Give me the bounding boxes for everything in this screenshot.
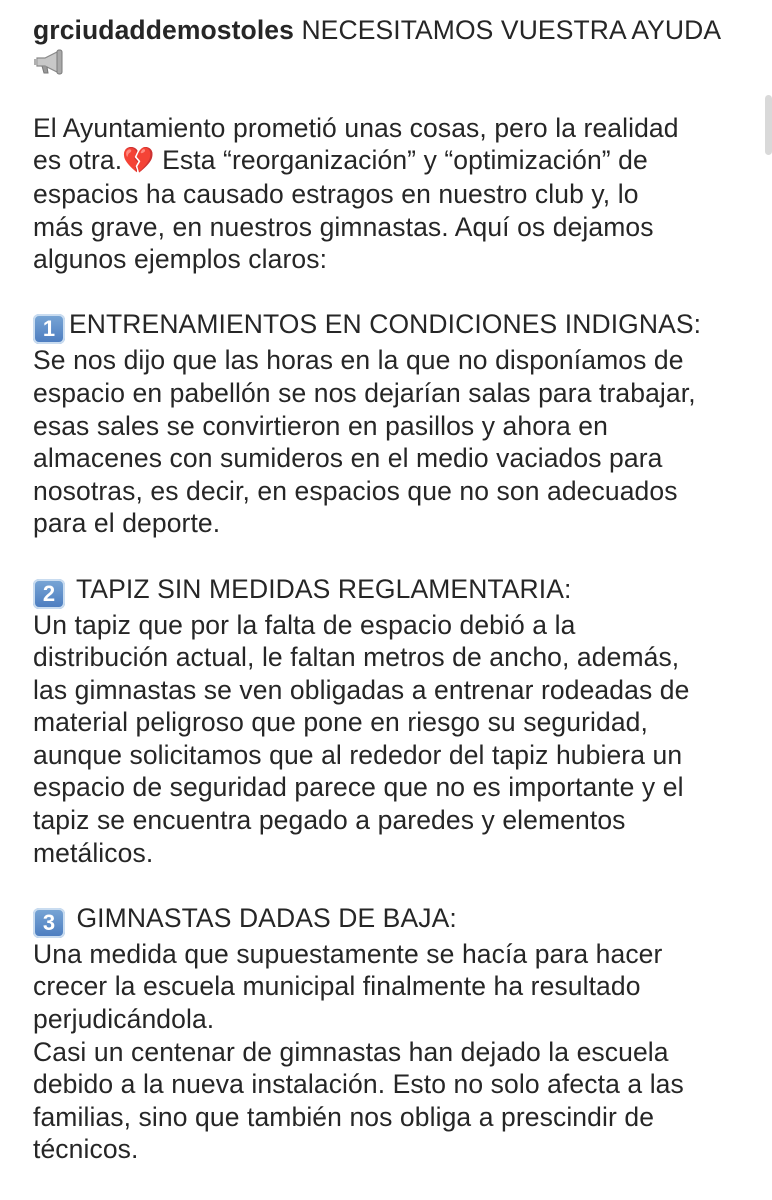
section-1-line: almacenes con sumideros en el medio vaciados para [33,443,663,474]
section-2-line: espacio de seguridad parece que no es importante y el [33,772,684,803]
section-2-line: material peligroso que pone en riesgo su seguridad, [33,707,648,738]
post-caption [33,14,748,1166]
username-link[interactable]: grciudaddemostoles [33,15,294,45]
section-3-title-line [33,902,748,938]
section-1-line: Se nos dijo que las horas en la que no disponíamos de [33,345,684,376]
section-3-line: familias, sino que también nos obliga a prescindir de [33,1101,655,1132]
keycap-2-icon: 2 [33,579,65,609]
intro-fragment: es otra. [33,145,123,176]
intro-line: más grave, en nuestros gimnastas. Aquí os dejamos [33,211,654,242]
megaphone-line [33,47,748,80]
section-3-line: debido a la nueva instalación. Esto no solo afecta a las [33,1069,684,1100]
keycap-3-icon: 3 [33,908,65,938]
keycap-1-icon: 1 [33,314,65,344]
section-1-line: esas sales se convirtieron en pasillos y ahora en [33,410,608,441]
section-1-line: espacio en pabellón se nos dejarían salas para trabajar, [33,377,696,408]
headline-text: NECESITAMOS VUESTRA AYUDA [301,15,722,45]
section-1-line: para el deporte. [33,508,221,539]
section-2-line: Un tapiz que por la falta de espacio debió a la [33,609,576,640]
section-2-line: tapiz se encuentra pegado a paredes y elementos [33,805,626,836]
section-3-line: Una medida que supuestamente se hacía para hacer [33,938,663,969]
intro-fragment: Esta “reorganización” y “optimización” de [154,145,648,176]
broken-heart-icon: 💔 [122,146,155,177]
section-3-line: técnicos. [33,1134,139,1165]
section-1-title-line [33,308,748,344]
section-2-line: aunque solicitamos que al rededor del tapiz hubiera un [33,739,683,770]
megaphone-icon [33,49,69,75]
section-2-line: las gimnastas se ven obligadas a entrenar rodeadas de [33,674,690,705]
caption-header-line [33,14,748,47]
intro-line: espacios ha causado estragos en nuestro club y, lo [33,178,639,209]
section-3-line: Casi un centenar de gimnastas han dejado la escuela [33,1036,669,1067]
intro-line: El Ayuntamiento prometió unas cosas, pero la realidad [33,112,679,143]
scroll-indicator[interactable] [765,95,772,155]
section-2-title-line [33,573,748,609]
section-2-line: metálicos. [33,837,154,868]
section-3-line: crecer la escuela municipal finalmente ha resultado [33,971,641,1002]
intro-line: algunos ejemplos claros: [33,244,328,275]
intro-line [33,144,748,178]
section-2-line: distribución actual, le faltan metros de ancho, además, [33,642,680,673]
section-3-title: GIMNASTAS DADAS DE BAJA: [76,902,457,933]
section-1-line: nosotras, es decir, en espacios que no son adecuados [33,475,678,506]
section-2-title: TAPIZ SIN MEDIDAS REGLAMENTARIA: [75,573,572,604]
section-3-line: perjudicándola. [33,1004,215,1035]
section-1-title: ENTRENAMIENTOS EN CONDICIONES INDIGNAS: [69,309,702,340]
